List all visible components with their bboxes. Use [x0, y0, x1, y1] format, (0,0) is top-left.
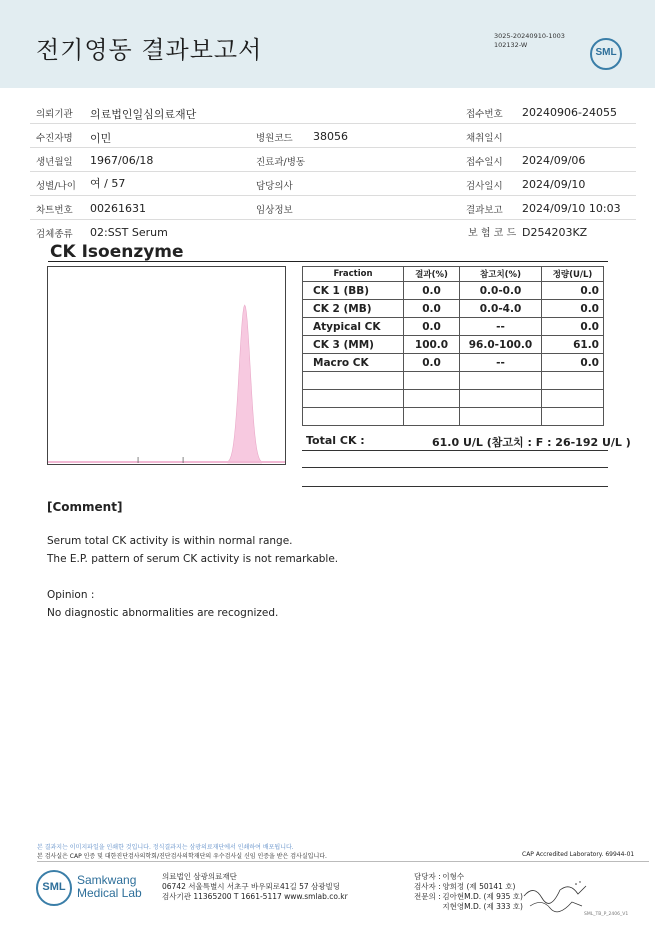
total-ck-value: 61.0 U/L (참고치 : F : 26-192 U/L ): [432, 436, 631, 449]
info-row: [30, 148, 636, 172]
footer-contact: 검사기관 11365200 T 1661-5117 www.smlab.co.kr: [162, 892, 348, 901]
footer-print-note: 본 결과지는 이미지파일을 인쇄한 것입니다. 정식결과지는 삼광의료재단에서 인쇄하여 배포됩니다.: [37, 844, 294, 851]
result-cell: 0.0: [404, 318, 460, 336]
footer-divider: [37, 861, 649, 862]
section-divider: [48, 261, 608, 262]
document-id: [494, 32, 565, 50]
total-ck: [306, 434, 631, 449]
col-header-reference: 참고치(%): [460, 267, 542, 282]
sex-age-label: 성별/나이: [36, 181, 76, 192]
divider-line: [302, 450, 608, 451]
empty-cell: [303, 390, 404, 408]
table-row: [303, 282, 604, 300]
staff-name: 양희정 (제 50141 호): [442, 882, 516, 891]
divider-line: [302, 467, 608, 468]
opinion-label: Opinion :: [47, 589, 95, 601]
info-row: [30, 124, 636, 148]
empty-cell: [460, 390, 542, 408]
reference-cell: --: [460, 318, 542, 336]
comment-title: [Comment]: [47, 500, 123, 514]
institution-value: 의료법인일심의료재단: [90, 108, 197, 121]
result-cell: 0.0: [404, 282, 460, 300]
electropherogram-plot: [48, 267, 285, 464]
col-header-result: 결과(%): [404, 267, 460, 282]
lab-name-line-1: Samkwang: [77, 873, 137, 887]
specimen-value: 02:SST Serum: [90, 226, 168, 239]
staff-name: 이형수: [442, 872, 465, 881]
divider-line: [302, 486, 608, 487]
tested-label: 검사일시: [466, 181, 503, 192]
footer-address: [162, 872, 348, 902]
reference-cell: --: [460, 354, 542, 372]
footer-sml-logo-icon: [36, 870, 72, 906]
signature-icon: [520, 876, 590, 914]
birth-value: 1967/06/18: [90, 154, 154, 167]
footer-accreditation-note: 본 검사실은 CAP 인증 및 대한진단검사의학회/진단검사의학재단의 우수검사실 신임 인증을 받은 검사실입니다.: [37, 853, 327, 860]
table-row: [303, 300, 604, 318]
fraction-cell: CK 1 (BB): [303, 282, 404, 300]
staff-label: 담당자 :: [414, 872, 441, 881]
quantity-cell: 0.0: [542, 318, 604, 336]
ward-code-label: 병원코드: [256, 133, 293, 144]
quantity-cell: 0.0: [542, 300, 604, 318]
received-label: 접수일시: [466, 157, 503, 168]
total-ck-label: Total CK :: [306, 434, 365, 447]
empty-cell: [303, 372, 404, 390]
mm-peak: [228, 305, 262, 463]
quantity-cell: 0.0: [542, 282, 604, 300]
empty-row: [303, 372, 604, 390]
form-code: SML_TB_P_2406_V1: [584, 912, 629, 917]
table-body: [303, 282, 604, 426]
empty-row: [303, 408, 604, 426]
col-header-fraction: Fraction: [303, 267, 404, 282]
sex-age-value: 여 / 57: [90, 177, 126, 190]
staff-label: 전문의 :: [414, 892, 441, 901]
ck-fraction-table: [302, 266, 604, 426]
clinical-label: 임상정보: [256, 205, 293, 216]
cap-accreditation: CAP Accredited Laboratory. 69944-01: [522, 851, 635, 858]
fraction-cell: CK 3 (MM): [303, 336, 404, 354]
empty-row: [303, 390, 604, 408]
footer-lab-name: [77, 874, 142, 900]
chart-no-label: 차트번호: [36, 205, 73, 216]
result-cell: 0.0: [404, 354, 460, 372]
received-value: 2024/09/06: [522, 154, 586, 167]
info-row: [30, 220, 636, 244]
reference-cell: 96.0-100.0: [460, 336, 542, 354]
footer-staff: [414, 872, 523, 912]
report-header: [0, 0, 655, 88]
comment-line-2: The E.P. pattern of serum CK activity is not remarkable.: [47, 553, 339, 565]
patient-info-table: [30, 100, 636, 244]
receipt-no-value: 20240906-24055: [522, 106, 617, 119]
ward-code-value: 38056: [313, 130, 348, 143]
sml-logo-icon: [590, 38, 622, 70]
table-row: [303, 318, 604, 336]
table-header-row: [303, 267, 604, 282]
empty-cell: [542, 408, 604, 426]
fraction-cell: Atypical CK: [303, 318, 404, 336]
reported-value: 2024/09/10 10:03: [522, 202, 621, 215]
empty-cell: [542, 390, 604, 408]
institution-label: 의뢰기관: [36, 109, 73, 120]
opinion-text: No diagnostic abnormalities are recognized.: [47, 607, 279, 619]
empty-cell: [303, 408, 404, 426]
collected-label: 채취일시: [466, 133, 503, 144]
logo-text: SML: [595, 47, 617, 58]
empty-cell: [404, 408, 460, 426]
fraction-cell: Macro CK: [303, 354, 404, 372]
table-row: [303, 354, 604, 372]
document-id-line-1: 3025-20240910-1003: [494, 32, 565, 40]
page-title: 전기영동 결과보고서: [36, 36, 263, 64]
col-header-quantity: 정량(U/L): [542, 267, 604, 282]
comment-line-1: Serum total CK activity is within normal range.: [47, 535, 293, 547]
insurance-value: D254203KZ: [522, 226, 588, 239]
info-row: [30, 196, 636, 220]
staff-name: 김아현M.D. (제 935 호): [442, 892, 523, 901]
quantity-cell: 61.0: [542, 336, 604, 354]
chart-no-value: 00261631: [90, 202, 146, 215]
empty-cell: [404, 390, 460, 408]
quantity-cell: 0.0: [542, 354, 604, 372]
reference-cell: 0.0-0.0: [460, 282, 542, 300]
dept-label: 진료과/병동: [256, 157, 306, 168]
electropherogram: [47, 266, 286, 465]
doctor-label: 담당의사: [256, 181, 293, 192]
footer-org: 의료법인 삼광의료재단: [162, 872, 237, 881]
footer-logo-text: SML: [42, 881, 66, 893]
patient-name-value: 이민: [90, 132, 112, 145]
specimen-label: 검체종류: [36, 229, 73, 240]
reference-cell: 0.0-4.0: [460, 300, 542, 318]
staff-name: 지현영M.D. (제 333 호): [442, 902, 523, 911]
birth-label: 생년월일: [36, 157, 73, 168]
section-title: CK Isoenzyme: [50, 242, 184, 262]
info-row: [30, 172, 636, 196]
insurance-label: 보 험 코 드: [468, 228, 517, 239]
result-cell: 100.0: [404, 336, 460, 354]
staff-label: 검사자 :: [414, 882, 441, 891]
result-cell: 0.0: [404, 300, 460, 318]
empty-cell: [542, 372, 604, 390]
footer-address-line: 06742 서울특별시 서초구 바우뫼로41길 57 삼광빌딩: [162, 882, 341, 891]
empty-cell: [404, 372, 460, 390]
tested-value: 2024/09/10: [522, 178, 586, 191]
patient-name-label: 수진자명: [36, 133, 73, 144]
receipt-no-label: 접수번호: [466, 109, 503, 120]
info-row: [30, 100, 636, 124]
empty-cell: [460, 372, 542, 390]
table-row: [303, 336, 604, 354]
lab-name-line-2: Medical Lab: [77, 886, 142, 900]
document-id-line-2: 102132-W: [494, 41, 528, 49]
fraction-cell: CK 2 (MB): [303, 300, 404, 318]
reported-label: 결과보고: [466, 205, 503, 216]
empty-cell: [460, 408, 542, 426]
